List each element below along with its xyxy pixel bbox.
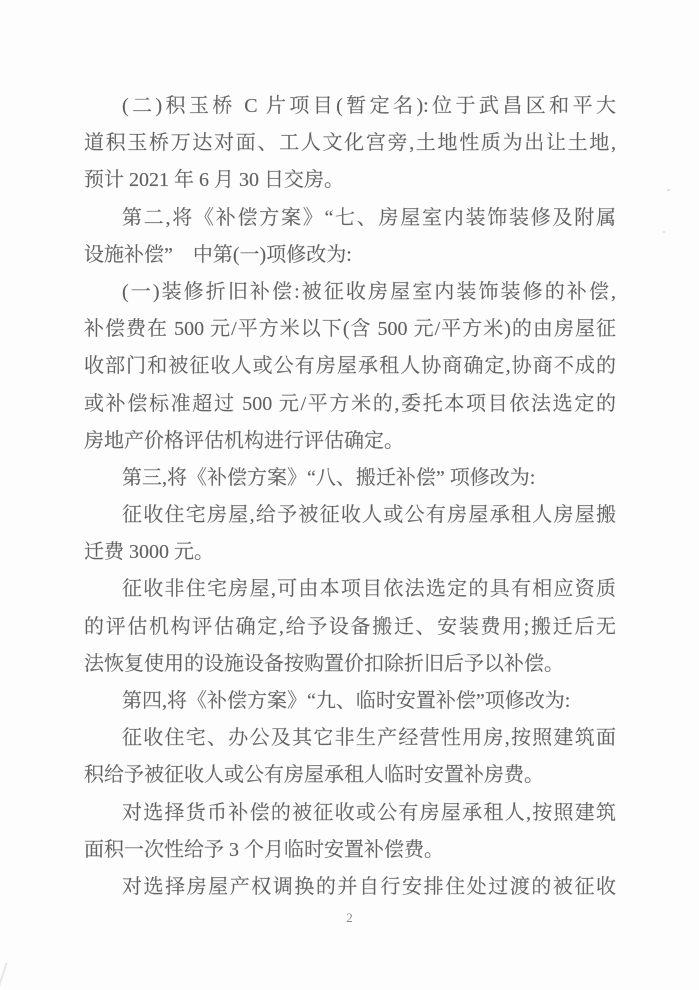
text-line: 对选择货币补偿的被征收或公有房屋承租人,按照建筑 xyxy=(122,801,616,824)
text-line: 道积玉桥万达对面、工人文化宫旁,土地性质为出让土地, xyxy=(84,132,616,155)
text-line: 的评估机构评估确定,给予设备搬迁、安装费用;搬迁后无 xyxy=(84,615,616,638)
text-line: 房地产价格评估机构进行评估确定。 xyxy=(84,429,404,452)
page-number: 2 xyxy=(346,910,353,925)
text-line: 征收非住宅房屋,可由本项目依法选定的具有相应资质 xyxy=(122,578,616,601)
text-line: 迁费 3000 元。 xyxy=(84,541,214,564)
scan-artifact xyxy=(667,189,670,191)
text-line: 设施补偿” 中第(一)项修改为: xyxy=(84,243,352,266)
text-line: (二)积玉桥 C 片项目(暂定名):位于武昌区和平大 xyxy=(122,95,616,117)
scan-artifact xyxy=(663,231,665,233)
text-block xyxy=(84,88,616,906)
text-line: 面积一次性给予 3 个月临时安置补偿费。 xyxy=(84,838,444,861)
text-line: 补偿费在 500 元/平方米以下(含 500 元/平方米)的由房屋征 xyxy=(84,318,616,341)
text-line: 积给予被征收人或公有房屋承租人临时安置补房费。 xyxy=(84,764,544,787)
text-line: 预计 2021 年 6 月 30 日交房。 xyxy=(84,169,344,192)
text-line: 第四,将《补偿方案》“九、临时安置补偿”项修改为: xyxy=(122,690,571,712)
text-line: (一)装修折旧补偿:被征收房屋室内装饰装修的补偿, xyxy=(122,280,616,303)
text-line: 第二,将《补偿方案》“七、房屋室内装饰装修及附属 xyxy=(122,206,616,229)
text-line: 法恢复使用的设施设备按购置价扣除折旧后予以补偿。 xyxy=(84,652,564,675)
text-line: 征收住宅、办公及其它非生产经营性用房,按照建筑面 xyxy=(122,727,616,750)
text-line: 收部门和被征收人或公有房屋承租人协商确定,协商不成的 xyxy=(84,355,616,378)
text-line: 对选择房屋产权调换的并自行安排住处过渡的被征收 xyxy=(122,875,616,898)
scan-artifact xyxy=(0,962,8,985)
text-line: 第三,将《补偿方案》“八、搬迁补偿” 项修改为: xyxy=(122,466,536,489)
text-line: 或补偿标准超过 500 元/平方米的,委托本项目依法选定的 xyxy=(84,392,616,415)
text-line: 征收住宅房屋,给予被征收人或公有房屋承租人房屋搬 xyxy=(122,504,616,527)
